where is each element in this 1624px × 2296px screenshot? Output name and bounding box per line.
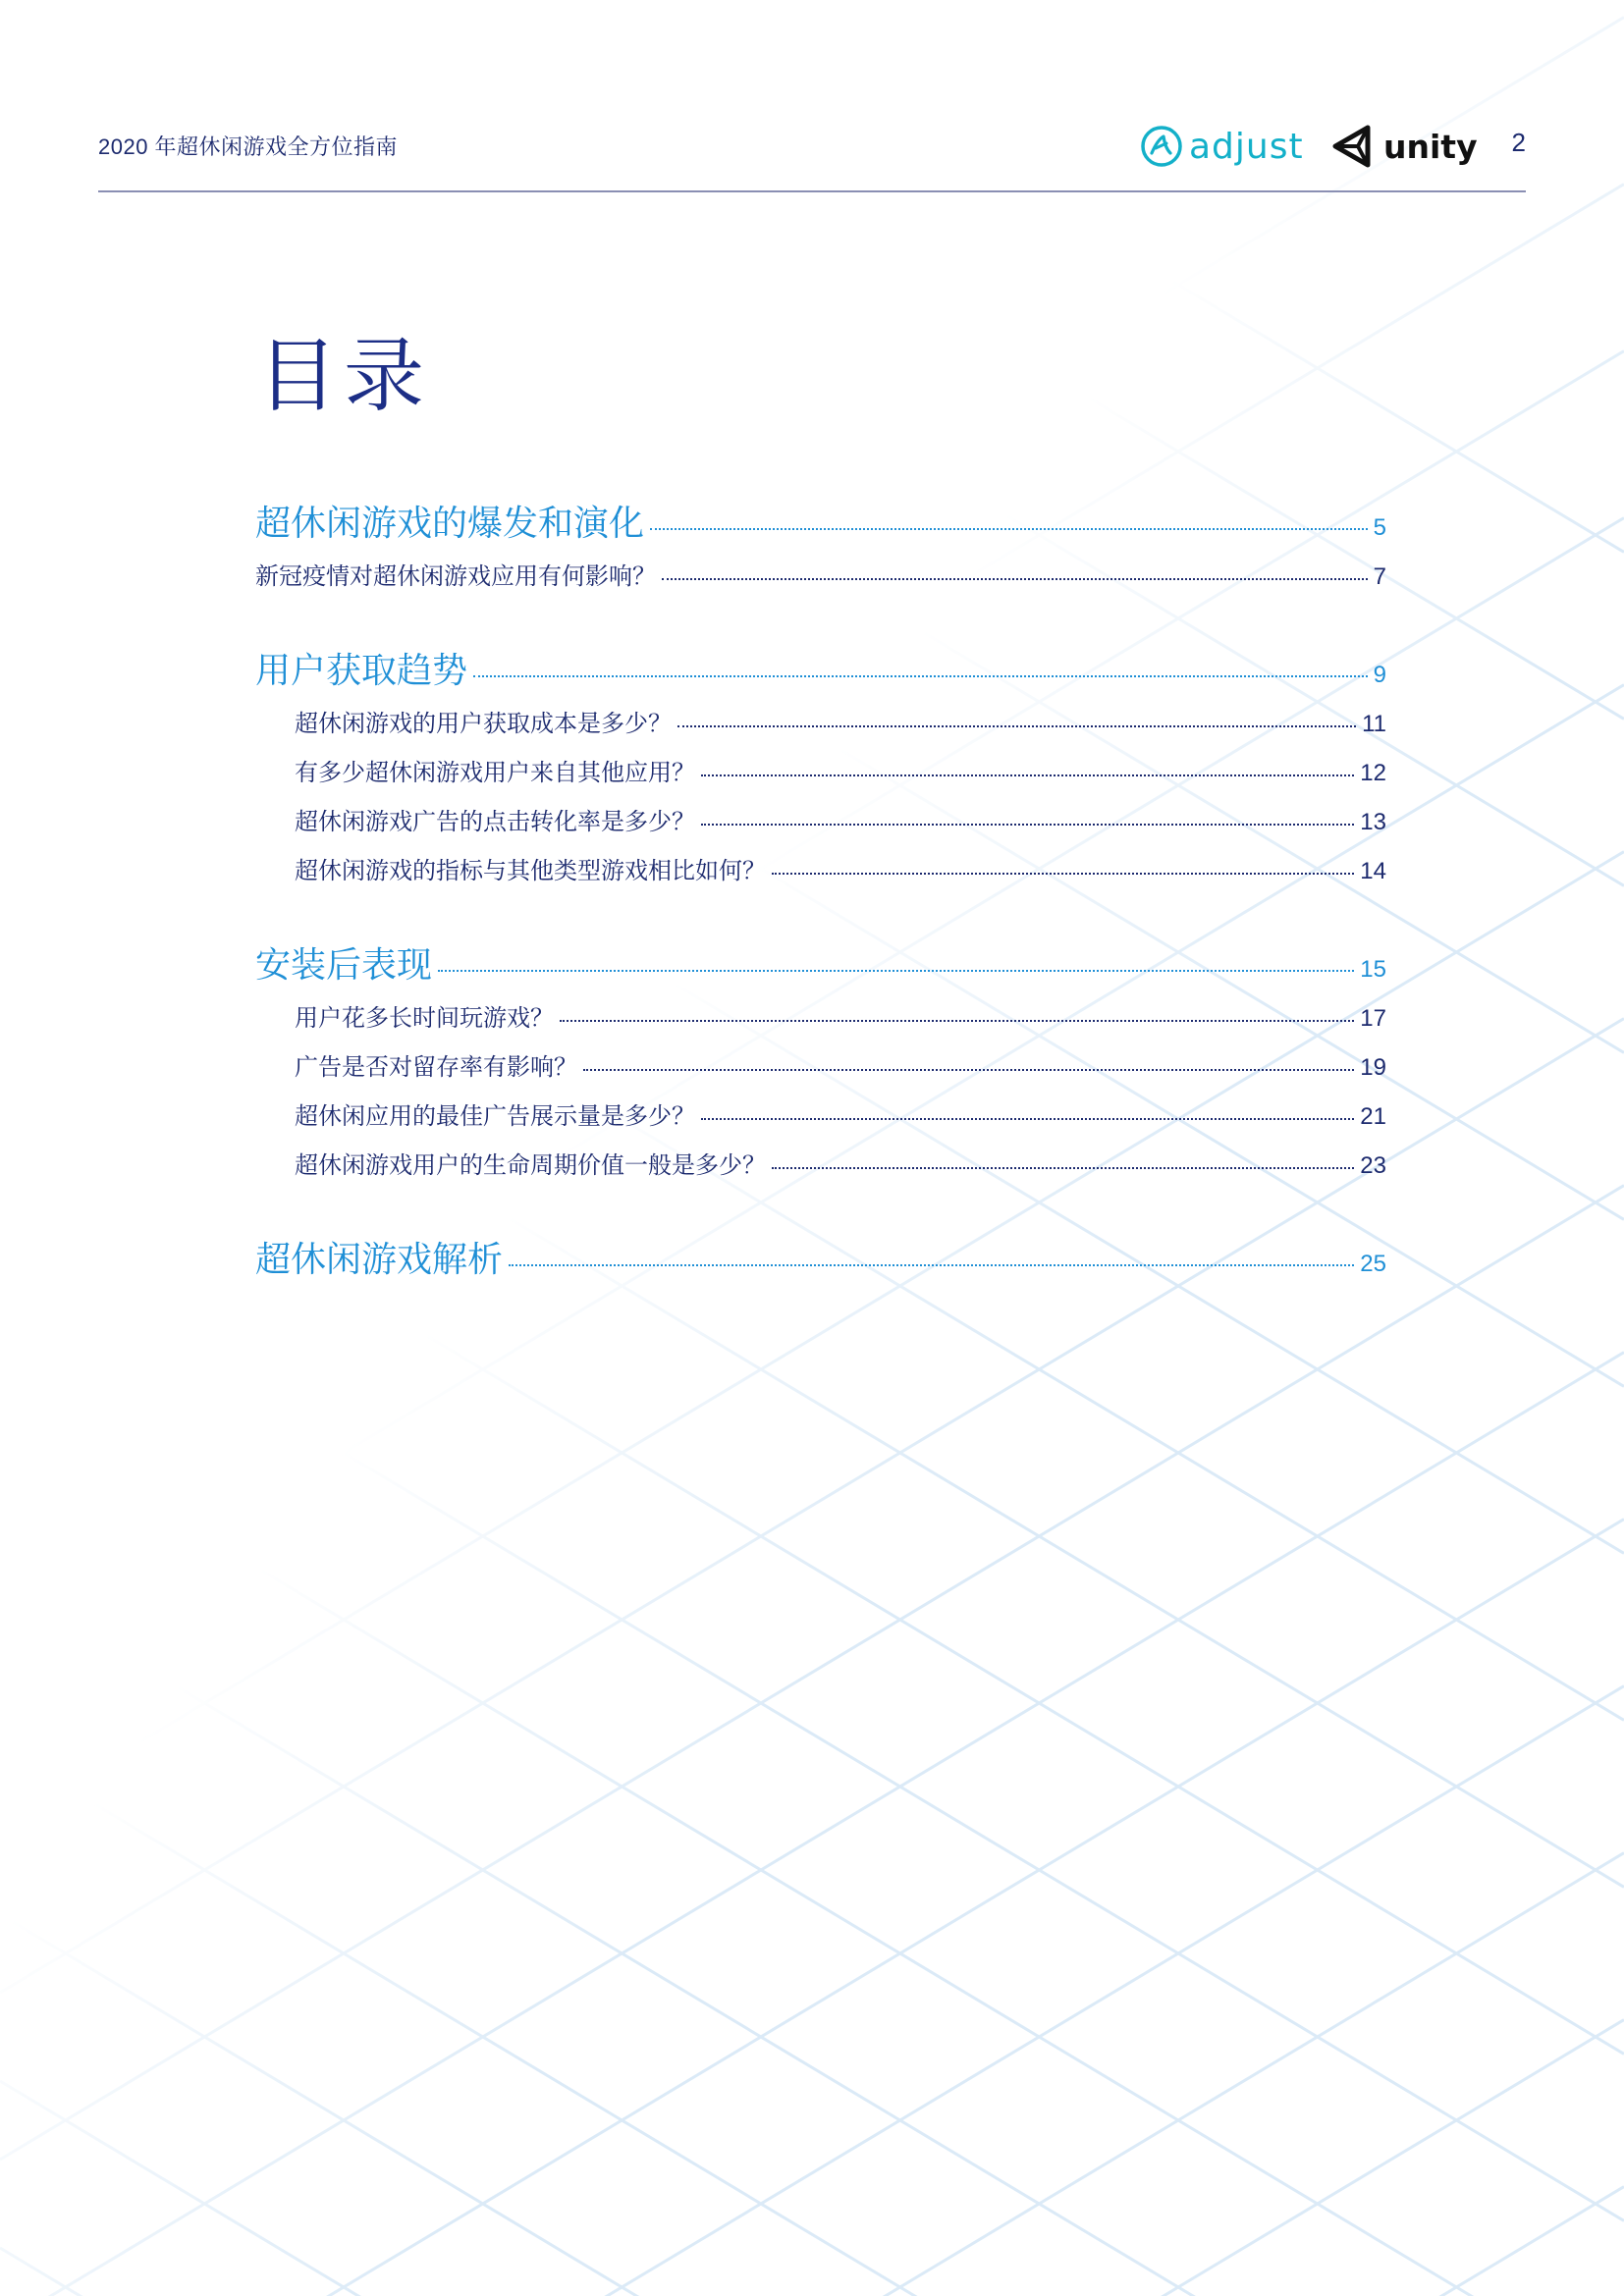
toc-dot-leader xyxy=(701,774,1354,776)
unity-logo xyxy=(1332,124,1478,169)
toc-entry-label: 广告是否对留存率有影响？ xyxy=(295,1054,577,1081)
toc-subsection-entry[interactable] xyxy=(295,1146,1386,1180)
toc-dot-leader xyxy=(772,873,1354,875)
toc-entry-label: 安装后表现 xyxy=(255,944,433,985)
toc-subsection-entry[interactable] xyxy=(295,1047,1386,1082)
toc-entry-page: 11 xyxy=(1362,711,1386,737)
toc-dot-leader xyxy=(438,970,1354,972)
toc-subsection-entry[interactable] xyxy=(295,704,1386,738)
toc-entry-label: 用户获取趋势 xyxy=(255,650,468,690)
adjust-logo-icon xyxy=(1140,125,1183,168)
toc-entry-label: 有多少超休闲游戏用户来自其他应用？ xyxy=(295,760,695,786)
toc-dot-leader xyxy=(509,1264,1354,1266)
toc-section-entry[interactable] xyxy=(255,937,1386,988)
toc-dot-leader xyxy=(650,528,1368,530)
toc-entry-page: 5 xyxy=(1373,514,1386,541)
unity-logo-text: unity xyxy=(1383,127,1478,166)
toc-section-entry[interactable] xyxy=(255,1232,1386,1282)
toc-subsection-entry[interactable] xyxy=(295,998,1386,1033)
page-number: 2 xyxy=(1511,128,1526,157)
toc-entry-label: 超休闲游戏的指标与其他类型游戏相比如何？ xyxy=(295,858,766,884)
toc-dot-leader xyxy=(772,1167,1354,1169)
toc-dot-leader xyxy=(701,1118,1354,1120)
toc-dot-leader xyxy=(473,675,1368,677)
toc-entry-label: 超休闲游戏解析 xyxy=(255,1239,504,1279)
toc-entry-label: 超休闲游戏用户的生命周期价值一般是多少？ xyxy=(295,1152,766,1179)
toc-entry-label: 新冠疫情对超休闲游戏应用有何影响？ xyxy=(255,563,656,590)
toc-section-entry[interactable] xyxy=(255,496,1386,546)
adjust-logo-text: adjust xyxy=(1189,126,1304,167)
toc-entry-page: 14 xyxy=(1360,858,1386,884)
toc-entry-page: 21 xyxy=(1360,1103,1386,1130)
toc-dot-leader xyxy=(701,824,1354,826)
toc-entry-page: 17 xyxy=(1360,1005,1386,1032)
toc-entry-page: 13 xyxy=(1360,809,1386,835)
toc-entry-page: 19 xyxy=(1360,1054,1386,1081)
toc-entry-page: 7 xyxy=(1373,563,1386,590)
toc-entry-label: 超休闲游戏广告的点击转化率是多少？ xyxy=(295,809,695,835)
toc-section-entry[interactable] xyxy=(255,643,1386,693)
unity-logo-icon xyxy=(1332,124,1378,169)
toc-dot-leader xyxy=(560,1020,1354,1022)
toc-dot-leader xyxy=(583,1069,1354,1071)
toc-subsection-entry[interactable] xyxy=(295,753,1386,787)
toc-entry-page: 23 xyxy=(1360,1152,1386,1179)
toc-subsection-entry[interactable] xyxy=(295,802,1386,836)
toc-dot-leader xyxy=(677,725,1356,727)
toc-entry-label: 超休闲游戏的爆发和演化 xyxy=(255,503,645,543)
toc-dot-leader xyxy=(662,578,1368,580)
toc-subsection-entry[interactable] xyxy=(295,1096,1386,1131)
toc-entry-page: 9 xyxy=(1373,662,1386,688)
document-title: 2020 年超休闲游戏全方位指南 xyxy=(98,134,399,159)
toc-entry-page: 15 xyxy=(1360,956,1386,983)
toc-entry-label: 超休闲应用的最佳广告展示量是多少？ xyxy=(295,1103,695,1130)
adjust-logo xyxy=(1140,122,1304,171)
toc-title: 目录 xyxy=(257,332,431,421)
toc-entry-page: 12 xyxy=(1360,760,1386,786)
toc-subsection-entry[interactable] xyxy=(255,557,1386,591)
toc-entry-page: 25 xyxy=(1360,1251,1386,1277)
toc-subsection-entry[interactable] xyxy=(295,851,1386,885)
header-divider xyxy=(98,190,1526,192)
toc-entry-label: 超休闲游戏的用户获取成本是多少？ xyxy=(295,711,672,737)
toc-entry-label: 用户花多长时间玩游戏？ xyxy=(295,1005,554,1032)
